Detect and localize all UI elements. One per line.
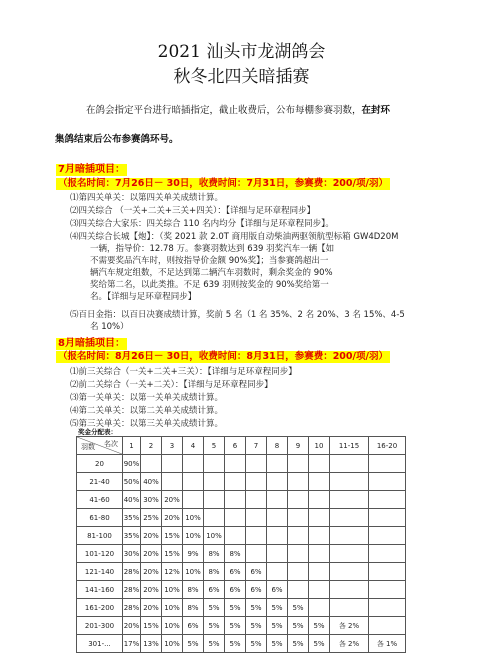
table-cell bbox=[369, 491, 406, 509]
column-header: 9 bbox=[288, 437, 309, 455]
table-cell bbox=[330, 473, 369, 491]
july-item-4-line: 辆汽车规定组数，不足达到第二辆汽车羽数时，剩余奖金的 90% bbox=[90, 268, 333, 278]
table-cell: 50% bbox=[123, 473, 141, 491]
table-cell: 28% bbox=[123, 563, 141, 581]
july-item-1: ⑴第四关单关：以第四关单关成绩计算。 bbox=[70, 193, 224, 203]
column-header: 7 bbox=[246, 437, 267, 455]
table-cell bbox=[225, 527, 246, 545]
column-header: 10 bbox=[309, 437, 330, 455]
august-registration-info: （报名时间：8月26日－ 30日，收费时间：8月31日，参赛费：200/项/羽） bbox=[58, 351, 388, 362]
table-cell: 5% bbox=[267, 617, 288, 635]
table-cell bbox=[330, 455, 369, 473]
table-cell bbox=[330, 563, 369, 581]
table-cell bbox=[288, 527, 309, 545]
table-cell bbox=[225, 509, 246, 527]
table-cell: 20% bbox=[162, 509, 183, 527]
table-cell bbox=[204, 473, 225, 491]
table-cell bbox=[267, 563, 288, 581]
table-cell bbox=[267, 473, 288, 491]
table-cell: 5% bbox=[225, 635, 246, 653]
header-corner-cell bbox=[77, 437, 123, 455]
table-cell: 10% bbox=[183, 527, 204, 545]
july-item-5-line: ⑸百日金指：以百日决赛成绩计算，奖前 5 名（1 名 35%、2 名 20%、3 名 15%、4-5 bbox=[70, 310, 405, 320]
table-cell bbox=[369, 473, 406, 491]
table-cell: 6% bbox=[204, 581, 225, 599]
bonus-distribution-table bbox=[76, 436, 406, 653]
july-item-3: ⑶四关综合大家乐：四关综合 110 名内均分【详细与足环章程同步】。 bbox=[70, 219, 334, 229]
table-cell: 8% bbox=[183, 599, 204, 617]
table-cell: 20% bbox=[141, 527, 162, 545]
table-cell bbox=[309, 599, 330, 617]
table-cell bbox=[309, 563, 330, 581]
column-header: 6 bbox=[225, 437, 246, 455]
table-cell bbox=[267, 527, 288, 545]
table-cell: 6% bbox=[225, 563, 246, 581]
row-label-cell: 41-60 bbox=[77, 491, 123, 509]
column-header: 5 bbox=[204, 437, 225, 455]
table-cell bbox=[225, 473, 246, 491]
august-item-3: ⑶第一关单关：以第一关单关成绩计算。 bbox=[70, 393, 224, 403]
table-row bbox=[77, 617, 406, 635]
table-cell: 6% bbox=[225, 581, 246, 599]
table-cell bbox=[369, 581, 406, 599]
table-cell bbox=[183, 473, 204, 491]
table-cell bbox=[369, 527, 406, 545]
table-cell bbox=[246, 545, 267, 563]
intro-bold-text: 在封环 bbox=[361, 105, 391, 116]
table-cell bbox=[204, 455, 225, 473]
table-row bbox=[77, 581, 406, 599]
july-registration-info: （报名时间：7月26日－ 30日，收费时间：7月31日，参赛费：200/项/羽） bbox=[58, 178, 388, 189]
table-cell: 5% bbox=[246, 617, 267, 635]
header-count-label: 羽数 bbox=[81, 443, 95, 451]
table-cell: 8% bbox=[183, 581, 204, 599]
august-item-2: ⑵前二关综合（一关+二关）：【详细与足环章程同步】 bbox=[70, 380, 273, 390]
table-cell: 15% bbox=[141, 617, 162, 635]
table-cell: 25% bbox=[141, 509, 162, 527]
table-cell: 28% bbox=[123, 581, 141, 599]
column-header: 16-20 bbox=[369, 437, 406, 455]
table-cell: 5% bbox=[204, 599, 225, 617]
table-cell: 17% bbox=[123, 635, 141, 653]
table-cell bbox=[288, 491, 309, 509]
table-cell bbox=[204, 509, 225, 527]
table-cell bbox=[288, 455, 309, 473]
table-cell bbox=[288, 509, 309, 527]
table-cell bbox=[330, 527, 369, 545]
column-header: 1 bbox=[123, 437, 141, 455]
table-cell bbox=[267, 545, 288, 563]
table-cell bbox=[225, 455, 246, 473]
intro-text: 在鸽会指定平台进行暗插指定，截止收费后，公布每棚参赛羽数， bbox=[86, 105, 362, 116]
table-cell: 5% bbox=[309, 635, 330, 653]
row-label-cell: 20 bbox=[77, 455, 123, 473]
row-label-cell: 201-300 bbox=[77, 617, 123, 635]
table-cell bbox=[141, 455, 162, 473]
table-row bbox=[77, 509, 406, 527]
table-cell bbox=[369, 455, 406, 473]
table-cell bbox=[309, 527, 330, 545]
row-label-cell: 21-40 bbox=[77, 473, 123, 491]
table-cell: 6% bbox=[183, 617, 204, 635]
table-cell: 35% bbox=[123, 527, 141, 545]
table-cell bbox=[330, 509, 369, 527]
table-cell bbox=[330, 581, 369, 599]
august-item-4: ⑷第二关单关：以第二关单关成绩计算。 bbox=[70, 406, 224, 416]
table-cell: 5% bbox=[288, 599, 309, 617]
table-cell bbox=[369, 617, 406, 635]
row-label-cell: 121-140 bbox=[77, 563, 123, 581]
table-cell: 20% bbox=[141, 581, 162, 599]
table-cell: 5% bbox=[183, 635, 204, 653]
table-cell: 30% bbox=[123, 545, 141, 563]
column-header: 3 bbox=[162, 437, 183, 455]
july-item-4 bbox=[70, 231, 430, 303]
table-cell: 5% bbox=[288, 617, 309, 635]
july-item-4-line: ⑷四关综合长城【炮】：（奖 2021 款 2.0T 商用版自动柴油两驱领航型标箱 GW4D20M bbox=[70, 232, 399, 242]
table-cell: 90% bbox=[123, 455, 141, 473]
table-cell: 40% bbox=[123, 491, 141, 509]
table-cell: 各 1% bbox=[369, 635, 406, 653]
table-cell bbox=[162, 455, 183, 473]
table-cell: 各 2% bbox=[330, 635, 369, 653]
table-cell: 5% bbox=[288, 635, 309, 653]
table-cell: 8% bbox=[204, 563, 225, 581]
july-item-5 bbox=[70, 309, 430, 333]
july-item-4-line: 一辆，指导价：12.78 万。参赛羽数达到 639 羽奖汽车一辆【如 bbox=[90, 244, 335, 254]
table-cell: 5% bbox=[204, 635, 225, 653]
table-cell: 20% bbox=[162, 491, 183, 509]
row-label-cell: 301-... bbox=[77, 635, 123, 653]
table-cell: 10% bbox=[183, 563, 204, 581]
table-cell bbox=[288, 545, 309, 563]
table-cell: 9% bbox=[183, 545, 204, 563]
table-cell bbox=[309, 491, 330, 509]
july-item-4-line: 不需要奖品汽车时，则按指导价金额 90%奖】；当参赛鸽超出一 bbox=[90, 256, 329, 266]
column-header: 4 bbox=[183, 437, 204, 455]
bonus-table-title: 奖金分配表： bbox=[78, 428, 117, 436]
table-cell: 35% bbox=[123, 509, 141, 527]
table-cell: 10% bbox=[183, 509, 204, 527]
table-cell bbox=[267, 455, 288, 473]
table-row bbox=[77, 473, 406, 491]
table-cell bbox=[309, 455, 330, 473]
column-header: 11-15 bbox=[330, 437, 369, 455]
august-item-5: ⑸第三关单关：以第三关单关成绩计算。 bbox=[70, 419, 224, 429]
table-row bbox=[77, 455, 406, 473]
table-cell bbox=[330, 599, 369, 617]
table-cell bbox=[183, 491, 204, 509]
document-title-line1: 2021 汕头市龙湖鸽会 bbox=[157, 42, 326, 62]
column-header: 2 bbox=[141, 437, 162, 455]
table-cell: 12% bbox=[162, 563, 183, 581]
table-cell: 15% bbox=[162, 527, 183, 545]
table-cell bbox=[246, 473, 267, 491]
table-cell bbox=[267, 509, 288, 527]
table-cell bbox=[369, 545, 406, 563]
row-label-cell: 161-200 bbox=[77, 599, 123, 617]
header-rank-label: 名次 bbox=[104, 440, 118, 448]
table-cell bbox=[246, 491, 267, 509]
table-cell bbox=[246, 509, 267, 527]
table-cell bbox=[369, 599, 406, 617]
table-cell: 6% bbox=[246, 581, 267, 599]
table-row bbox=[77, 491, 406, 509]
table-cell: 10% bbox=[162, 617, 183, 635]
table-cell: 6% bbox=[246, 563, 267, 581]
table-cell: 10% bbox=[162, 635, 183, 653]
table-cell: 5% bbox=[246, 635, 267, 653]
table-cell bbox=[204, 491, 225, 509]
table-row bbox=[77, 563, 406, 581]
table-cell: 10% bbox=[204, 527, 225, 545]
table-cell bbox=[267, 491, 288, 509]
row-label-cell: 81-100 bbox=[77, 527, 123, 545]
table-cell: 5% bbox=[246, 599, 267, 617]
table-cell bbox=[288, 473, 309, 491]
table-cell: 5% bbox=[204, 617, 225, 635]
table-cell bbox=[246, 455, 267, 473]
table-cell: 6% bbox=[267, 581, 288, 599]
row-label-cell: 61-80 bbox=[77, 509, 123, 527]
table-cell: 各 2% bbox=[330, 617, 369, 635]
table-cell: 15% bbox=[162, 545, 183, 563]
table-cell: 8% bbox=[204, 545, 225, 563]
row-label-cell: 101-120 bbox=[77, 545, 123, 563]
intro-paragraph-line1 bbox=[86, 102, 390, 116]
table-cell bbox=[309, 509, 330, 527]
august-section-label: 8月暗插项目： bbox=[58, 338, 125, 349]
table-cell bbox=[246, 527, 267, 545]
table-cell: 10% bbox=[162, 581, 183, 599]
column-header: 8 bbox=[267, 437, 288, 455]
table-cell: 5% bbox=[225, 599, 246, 617]
table-cell: 20% bbox=[123, 617, 141, 635]
table-row bbox=[77, 545, 406, 563]
table-cell: 5% bbox=[267, 635, 288, 653]
july-item-2: ⑵四关综合 （一关+二关+三关+四关）：【详细与足环章程同步】 bbox=[70, 206, 316, 216]
table-cell: 28% bbox=[123, 599, 141, 617]
table-cell bbox=[162, 473, 183, 491]
table-cell: 10% bbox=[162, 599, 183, 617]
august-item-1: ⑴前三关综合（一关+二关+三关）：【详细与足环章程同步】 bbox=[70, 367, 297, 377]
table-cell bbox=[309, 581, 330, 599]
intro-paragraph-line2: 集鸽结束后公布参赛鸽环号。 bbox=[55, 134, 179, 145]
table-row bbox=[77, 599, 406, 617]
table-cell bbox=[288, 581, 309, 599]
table-cell bbox=[225, 491, 246, 509]
table-cell bbox=[369, 563, 406, 581]
table-cell bbox=[330, 491, 369, 509]
july-item-4-line: 奖给第二名，以此类推。不足 639 羽则按奖金的 90%奖给第一 bbox=[90, 280, 329, 290]
table-cell: 8% bbox=[225, 545, 246, 563]
row-label-cell: 141-160 bbox=[77, 581, 123, 599]
table-cell bbox=[309, 473, 330, 491]
july-item-5-line: 名 10%） bbox=[90, 322, 129, 332]
table-header-row bbox=[77, 437, 406, 455]
table-cell: 40% bbox=[141, 473, 162, 491]
table-cell bbox=[183, 455, 204, 473]
table-row bbox=[77, 635, 406, 653]
july-section-label: 7月暗插项目： bbox=[58, 164, 125, 175]
table-row bbox=[77, 527, 406, 545]
document-title-line2: 秋冬北四关暗插赛 bbox=[173, 67, 310, 87]
table-cell: 20% bbox=[141, 545, 162, 563]
table-cell: 30% bbox=[141, 491, 162, 509]
table-cell bbox=[330, 545, 369, 563]
table-cell: 20% bbox=[141, 599, 162, 617]
table-cell bbox=[309, 545, 330, 563]
july-item-4-line: 名。【详细与足环章程同步】 bbox=[90, 292, 197, 302]
table-cell: 13% bbox=[141, 635, 162, 653]
table-cell bbox=[288, 563, 309, 581]
table-cell: 5% bbox=[225, 617, 246, 635]
table-cell: 5% bbox=[267, 599, 288, 617]
table-cell: 5% bbox=[309, 617, 330, 635]
table-cell bbox=[369, 509, 406, 527]
table-cell: 20% bbox=[141, 563, 162, 581]
